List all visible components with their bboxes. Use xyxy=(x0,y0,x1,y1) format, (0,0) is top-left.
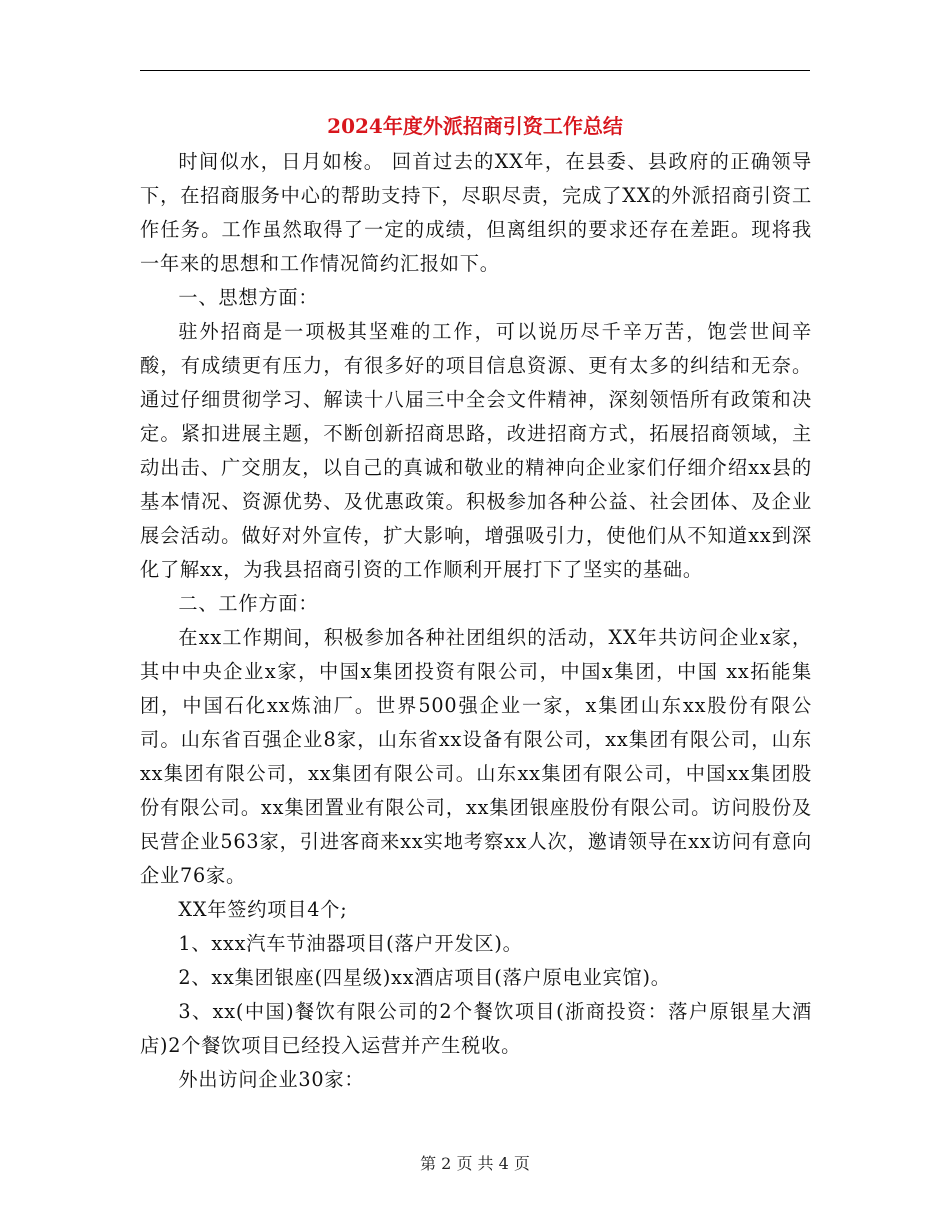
paragraph-intro: 时间似水，日月如梭。 回首过去的XX年，在县委、县政府的正确领导下，在招商服务中心的帮助支持下，尽职尽责，完成了XX的外派招商引资工作任务。工作虽然取得了一定的成绩，但离组织的要求还存在差距。现将我一年来的思想和工作情况简约汇报如下。 xyxy=(140,150,812,275)
paragraph-visits: 外出访问企业30家： xyxy=(178,1068,365,1091)
list-item-project-2: 2、xx集团银座(四星级)xx酒店项目(落户原电业宾馆)。 xyxy=(178,966,671,989)
paragraph-work: 在xx工作期间，积极参加各种社团组织的活动，XX年共访问企业x家，其中中央企业x家，中国x集团投资有限公司，中国x集团，中国 xx拓能集团，中国石化xx炼油厂。世界500强企业一家，x集团山东xx股份有限公司。山东省百强企业8家，山东省xx设备有限公司，xx集团有限公司，山东xx集团有限公司，xx集团有限公司。山东xx集团有限公司，中国xx集团股份有限公司。xx集团置业有限公司，xx集团银座股份有限公司。访问股份及民营企业563家，引进客商来xx实地考察xx人次，邀请领导在xx访问有意向企业76家。 xyxy=(140,626,812,887)
document-body xyxy=(140,145,812,1097)
page-footer: 第 2 页 共 4 页 xyxy=(420,1154,530,1173)
document-title: 2024年度外派招商引资工作总结 xyxy=(327,114,623,138)
list-item-project-1: 1、xxx汽车节油器项目(落户开发区)。 xyxy=(178,932,523,955)
list-item-project-3: 3、xx(中国)餐饮有限公司的2个餐饮项目(浙商投资：落户原银星大酒店)2个餐饮项目已经投入运营并产生税收。 xyxy=(140,1000,812,1057)
paragraph-signed-projects: XX年签约项目4个; xyxy=(178,898,348,921)
heading-ideology: 一、思想方面： xyxy=(178,286,319,309)
header-rule xyxy=(140,70,810,71)
paragraph-ideology: 驻外招商是一项极其坚难的工作，可以说历尽千辛万苦，饱尝世间辛酸，有成绩更有压力，有很多好的项目信息资源、更有太多的纠结和无奈。通过仔细贯彻学习、解读十八届三中全会文件精神，深刻领悟所有政策和决定。紧扣进展主题，不断创新招商思路，改进招商方式，拓展招商领域，主动出击、广交朋友，以自己的真诚和敬业的精神向企业家们仔细介绍xx县的基本情况、资源优势、及优惠政策。积极参加各种公益、社会团体、及企业展会活动。做好对外宣传，扩大影响，增强吸引力，使他们从不知道xx到深化了解xx，为我县招商引资的工作顺利开展打下了坚实的基础。 xyxy=(140,320,812,581)
heading-work: 二、工作方面： xyxy=(178,592,319,615)
